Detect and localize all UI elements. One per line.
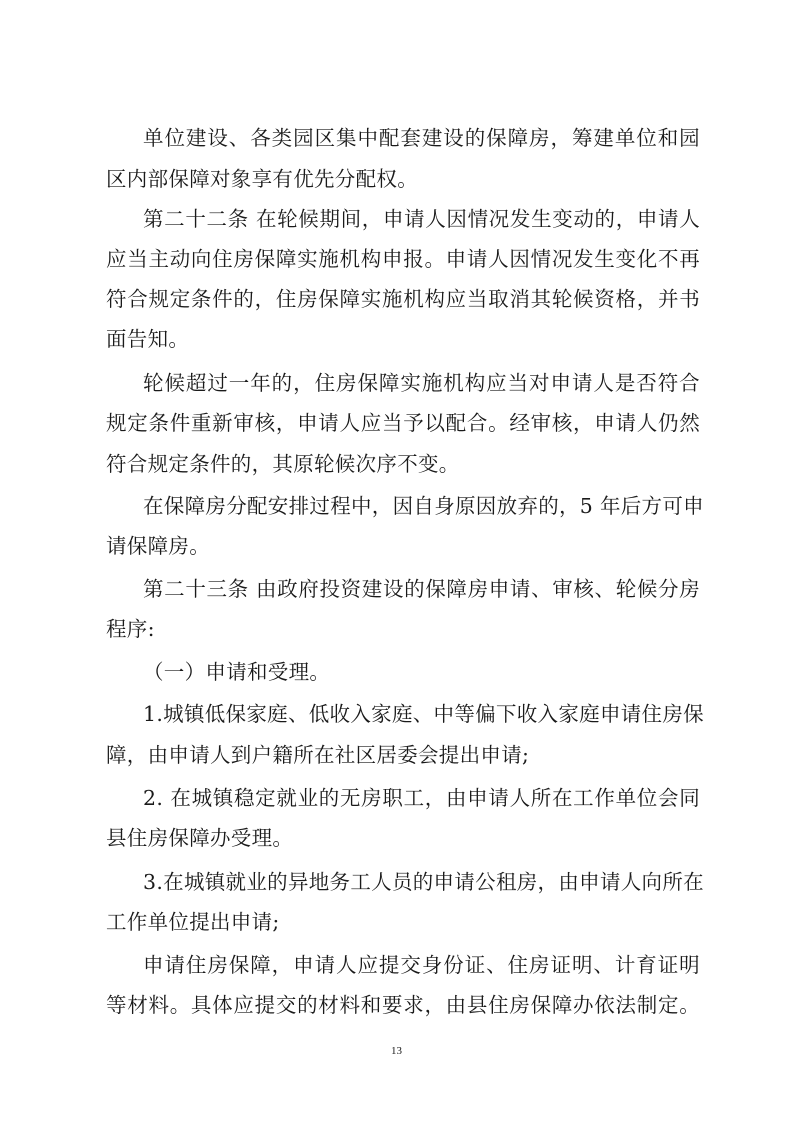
paragraph-line: 规定条件重新审核，申请人应当予以配合。经审核，申请人仍然 xyxy=(106,411,700,435)
paragraph-line: 单位建设、各类园区集中配套建设的保障房，筹建单位和园 xyxy=(143,126,700,150)
list-item-line: 1.城镇低保家庭、低收入家庭、中等偏下收入家庭申请住房保 xyxy=(143,702,704,726)
paragraph-line: 程序: xyxy=(106,617,155,641)
list-item-line: 3.在城镇就业的异地务工人员的申请公租房，由申请人向所在 xyxy=(143,870,704,894)
section-heading: （一）申请和受理。 xyxy=(143,660,331,684)
paragraph-line: 请保障房。 xyxy=(106,534,210,558)
paragraph-line: 符合规定条件的，其原轮候次序不变。 xyxy=(106,452,460,476)
paragraph-line: 等材料。具体应提交的材料和要求，由县住房保障办依法制定。 xyxy=(106,993,700,1017)
article-22-heading-line: 第二十二条 在轮候期间，申请人因情况发生变动的，申请人 xyxy=(143,207,700,231)
article-23-heading-line: 第二十三条 由政府投资建设的保障房申请、审核、轮候分房 xyxy=(143,577,700,601)
paragraph-line: 面告知。 xyxy=(106,327,190,351)
list-item-line: 障，由申请人到户籍所在社区居委会提出申请; xyxy=(106,743,530,767)
paragraph-line: 区内部保障对象享有优先分配权。 xyxy=(106,167,418,191)
page-number: 13 xyxy=(391,1045,402,1057)
list-item-line: 2. 在城镇稳定就业的无房职工，由申请人所在工作单位会同 xyxy=(143,786,700,810)
paragraph-line: 应当主动向住房保障实施机构申报。申请人因情况发生变化不再 xyxy=(106,247,700,271)
list-item-line: 县住房保障办受理。 xyxy=(106,826,294,850)
list-item-line: 工作单位提出申请; xyxy=(106,910,280,934)
paragraph-line: 在保障房分配安排过程中，因自身原因放弃的，5 年后方可申 xyxy=(143,494,704,518)
paragraph-line: 轮候超过一年的，住房保障实施机构应当对申请人是否符合 xyxy=(143,371,700,395)
paragraph-line: 符合规定条件的，住房保障实施机构应当取消其轮候资格，并书 xyxy=(106,287,700,311)
paragraph-line: 申请住房保障，申请人应提交身份证、住房证明、计育证明 xyxy=(143,953,700,977)
